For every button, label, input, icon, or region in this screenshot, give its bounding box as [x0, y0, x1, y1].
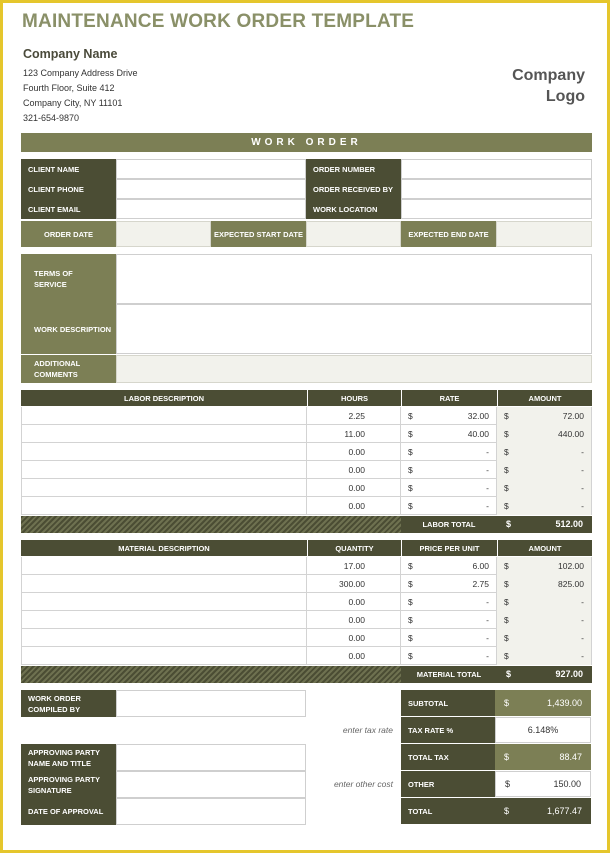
labor-amount-cell — [497, 425, 592, 443]
expected-start-date-field[interactable] — [306, 221, 401, 247]
labor-description-cell[interactable] — [21, 461, 307, 479]
labor-qty-cell[interactable]: 0.00 — [307, 497, 401, 515]
labor-rate-cell[interactable] — [401, 407, 497, 425]
expected-end-date-label: EXPECTED END DATE — [401, 221, 496, 247]
work-description-field[interactable] — [116, 304, 592, 354]
total-tax-label: TOTAL TAX — [401, 744, 495, 770]
currency-symbol: $ — [504, 579, 509, 589]
total-tax-amount: 88.47 — [559, 752, 582, 762]
labor-total-amount: 512.00 — [555, 519, 583, 529]
labor-rate-cell[interactable] — [401, 461, 497, 479]
currency-symbol: $ — [506, 519, 512, 529]
currency-symbol: $ — [504, 633, 509, 643]
currency-symbol: $ — [408, 651, 413, 661]
labor-row — [21, 443, 592, 461]
page-title: MAINTENANCE WORK ORDER TEMPLATE — [22, 11, 415, 32]
labor-description-cell[interactable] — [21, 497, 307, 515]
material-description-cell[interactable] — [21, 557, 307, 575]
phone-number: 321-654-9870 — [23, 113, 80, 123]
subtotal-amount: 1,439.00 — [546, 698, 582, 708]
address-line-3: Company City, NY 11101 — [23, 98, 123, 108]
material-qty-cell[interactable]: 300.00 — [307, 575, 401, 593]
labor-qty-cell[interactable]: 0.00 — [307, 461, 401, 479]
material-description-cell[interactable] — [21, 629, 307, 647]
labor-total-label: LABOR TOTAL — [401, 516, 497, 533]
material-qty-cell[interactable]: 0.00 — [307, 647, 401, 665]
currency-symbol: $ — [504, 806, 510, 816]
labor-qty-cell[interactable]: 0.00 — [307, 479, 401, 497]
labor-qty-cell[interactable]: 11.00 — [307, 425, 401, 443]
labor-description-header: LABOR DESCRIPTION — [21, 390, 307, 406]
other-label: OTHER — [401, 771, 495, 797]
grand-total-label: TOTAL — [401, 798, 495, 824]
labor-rate-cell[interactable] — [401, 443, 497, 461]
material-amount-value: 102.00 — [558, 561, 584, 571]
labor-row — [21, 497, 592, 515]
material-amount-cell — [497, 557, 592, 575]
total-tax-value — [495, 744, 591, 770]
currency-symbol: $ — [504, 501, 509, 511]
labor-description-cell[interactable] — [21, 425, 307, 443]
material-row — [21, 575, 592, 593]
currency-symbol: $ — [408, 429, 413, 439]
address-line-1: 123 Company Address Drive — [23, 68, 138, 78]
labor-rate-cell[interactable] — [401, 425, 497, 443]
currency-symbol: $ — [408, 633, 413, 643]
subtotal-value — [495, 690, 591, 716]
approving-signature-field[interactable] — [116, 771, 306, 798]
material-description-cell[interactable] — [21, 611, 307, 629]
material-description-cell[interactable] — [21, 593, 307, 611]
grand-total-amount: 1,677.47 — [546, 806, 582, 816]
subtotal-label: SUBTOTAL — [401, 690, 495, 716]
other-field[interactable] — [495, 771, 591, 797]
material-total-value — [497, 666, 592, 683]
logo-line-2: Logo — [545, 88, 585, 105]
material-rate-cell[interactable] — [401, 593, 497, 611]
currency-symbol: $ — [408, 501, 413, 511]
material-rate-value: - — [486, 633, 489, 643]
other-amount: 150.00 — [553, 779, 581, 789]
labor-rate-value: - — [486, 501, 489, 511]
additional-comments-field[interactable] — [116, 355, 592, 383]
labor-rate-value: 32.00 — [467, 411, 489, 421]
material-amount-cell — [497, 611, 592, 629]
order-date-label: ORDER DATE — [21, 221, 116, 247]
material-qty-cell[interactable]: 17.00 — [307, 557, 401, 575]
currency-symbol: $ — [504, 651, 509, 661]
client-email-label: CLIENT EMAIL — [21, 199, 116, 219]
labor-total-hatch — [21, 516, 401, 533]
material-row — [21, 593, 592, 611]
labor-row — [21, 461, 592, 479]
labor-hours-header: HOURS — [307, 390, 401, 406]
material-rate-cell[interactable] — [401, 647, 497, 665]
material-quantity-header: QUANTITY — [307, 540, 401, 556]
currency-symbol: $ — [408, 447, 413, 457]
labor-description-cell[interactable] — [21, 479, 307, 497]
currency-symbol: $ — [504, 698, 510, 708]
approving-signature-label: APPROVING PARTY SIGNATURE — [21, 771, 116, 798]
labor-total-value — [497, 516, 592, 533]
material-amount-value: - — [581, 597, 584, 607]
tax-rate-field[interactable]: 6.148% — [495, 717, 591, 743]
material-amount-value: - — [581, 615, 584, 625]
labor-rate-header: RATE — [401, 390, 497, 406]
approving-name-field[interactable] — [116, 744, 306, 771]
currency-symbol: $ — [408, 561, 413, 571]
material-rate-value: - — [486, 615, 489, 625]
labor-rate-value: - — [486, 483, 489, 493]
terms-of-service-label: TERMS OF SERVICE — [21, 254, 116, 304]
labor-row — [21, 407, 592, 425]
approving-name-label: APPROVING PARTY NAME AND TITLE — [21, 744, 116, 771]
labor-description-cell[interactable] — [21, 407, 307, 425]
client-name-label: CLIENT NAME — [21, 159, 116, 179]
material-total-amount: 927.00 — [555, 669, 583, 679]
material-amount-cell — [497, 575, 592, 593]
labor-amount-header: AMOUNT — [497, 390, 592, 406]
labor-amount-value: - — [581, 447, 584, 457]
logo-line-1: Company — [512, 67, 585, 84]
material-amount-value: 825.00 — [558, 579, 584, 589]
currency-symbol: $ — [504, 411, 509, 421]
material-amount-cell — [497, 593, 592, 611]
currency-symbol: $ — [504, 465, 509, 475]
order-received-by-field[interactable] — [401, 179, 592, 199]
material-amount-value: - — [581, 633, 584, 643]
material-rate-value: - — [486, 597, 489, 607]
date-of-approval-field[interactable] — [116, 798, 306, 825]
tax-rate-label: TAX RATE % — [401, 717, 495, 743]
tax-rate-hint: enter tax rate — [342, 725, 393, 735]
material-row — [21, 647, 592, 665]
currency-symbol: $ — [408, 579, 413, 589]
company-name: Company Name — [23, 47, 118, 61]
labor-rate-value: - — [486, 465, 489, 475]
material-row — [21, 557, 592, 575]
material-total-hatch — [21, 666, 401, 683]
work-location-field[interactable] — [401, 199, 592, 219]
material-description-header: MATERIAL DESCRIPTION — [21, 540, 307, 556]
work-description-label: WORK DESCRIPTION — [21, 304, 116, 354]
work-location-label: WORK LOCATION — [306, 199, 401, 219]
material-description-cell[interactable] — [21, 647, 307, 665]
labor-rate-cell[interactable] — [401, 497, 497, 515]
client-phone-field[interactable] — [116, 179, 306, 199]
currency-symbol: $ — [408, 465, 413, 475]
material-qty-cell[interactable]: 0.00 — [307, 611, 401, 629]
labor-amount-cell — [497, 497, 592, 515]
labor-row — [21, 425, 592, 443]
compiled-by-field[interactable] — [116, 690, 306, 717]
material-rate-value: 6.00 — [472, 561, 489, 571]
labor-row — [21, 479, 592, 497]
material-row — [21, 611, 592, 629]
labor-description-cell[interactable] — [21, 443, 307, 461]
currency-symbol: $ — [504, 447, 509, 457]
material-qty-cell[interactable]: 0.00 — [307, 593, 401, 611]
currency-symbol: $ — [504, 597, 509, 607]
client-phone-label: CLIENT PHONE — [21, 179, 116, 199]
labor-amount-cell — [497, 479, 592, 497]
labor-amount-value: - — [581, 465, 584, 475]
other-cost-hint: enter other cost — [333, 779, 393, 789]
currency-symbol: $ — [408, 615, 413, 625]
order-date-field[interactable] — [116, 221, 211, 247]
order-number-field[interactable] — [401, 159, 592, 179]
client-name-field[interactable] — [116, 159, 306, 179]
currency-symbol: $ — [506, 669, 512, 679]
order-number-label: ORDER NUMBER — [306, 159, 401, 179]
grand-total-value — [495, 798, 591, 824]
material-rate-cell[interactable] — [401, 575, 497, 593]
company-logo — [512, 65, 585, 107]
material-row — [21, 629, 592, 647]
compiled-by-label: WORK ORDER COMPILED BY — [21, 690, 116, 717]
labor-amount-cell — [497, 443, 592, 461]
currency-symbol: $ — [408, 597, 413, 607]
labor-qty-cell[interactable]: 0.00 — [307, 443, 401, 461]
currency-symbol: $ — [408, 411, 413, 421]
labor-qty-cell[interactable]: 2.25 — [307, 407, 401, 425]
material-amount-header: AMOUNT — [497, 540, 592, 556]
labor-rate-value: 40.00 — [467, 429, 489, 439]
material-rate-cell[interactable] — [401, 629, 497, 647]
work-order-band: WORK ORDER — [21, 133, 592, 152]
expected-end-date-field[interactable] — [496, 221, 592, 247]
labor-rate-cell[interactable] — [401, 479, 497, 497]
material-rate-cell[interactable] — [401, 557, 497, 575]
terms-of-service-field[interactable] — [116, 254, 592, 304]
material-amount-cell — [497, 629, 592, 647]
labor-amount-cell — [497, 461, 592, 479]
currency-symbol: $ — [504, 615, 509, 625]
material-rate-value: - — [486, 651, 489, 661]
material-total-label: MATERIAL TOTAL — [401, 666, 497, 683]
currency-symbol: $ — [408, 483, 413, 493]
address-line-2: Fourth Floor, Suite 412 — [23, 83, 115, 93]
order-received-by-label: ORDER RECEIVED BY — [306, 179, 401, 199]
currency-symbol: $ — [504, 429, 509, 439]
labor-amount-value: - — [581, 501, 584, 511]
material-price-header: PRICE PER UNIT — [401, 540, 497, 556]
expected-start-date-label: EXPECTED START DATE — [211, 221, 306, 247]
material-description-cell[interactable] — [21, 575, 307, 593]
labor-rate-value: - — [486, 447, 489, 457]
date-of-approval-label: DATE OF APPROVAL — [21, 798, 116, 825]
client-email-field[interactable] — [116, 199, 306, 219]
additional-comments-label: ADDITIONAL COMMENTS — [21, 355, 116, 383]
material-amount-cell — [497, 647, 592, 665]
material-rate-value: 2.75 — [472, 579, 489, 589]
labor-amount-value: 72.00 — [562, 411, 584, 421]
material-amount-value: - — [581, 651, 584, 661]
currency-symbol: $ — [504, 561, 509, 571]
material-rate-cell[interactable] — [401, 611, 497, 629]
labor-amount-cell — [497, 407, 592, 425]
labor-amount-value: 440.00 — [558, 429, 584, 439]
currency-symbol: $ — [504, 752, 510, 762]
currency-symbol: $ — [504, 483, 509, 493]
labor-amount-value: - — [581, 483, 584, 493]
currency-symbol: $ — [505, 779, 511, 789]
material-qty-cell[interactable]: 0.00 — [307, 629, 401, 647]
